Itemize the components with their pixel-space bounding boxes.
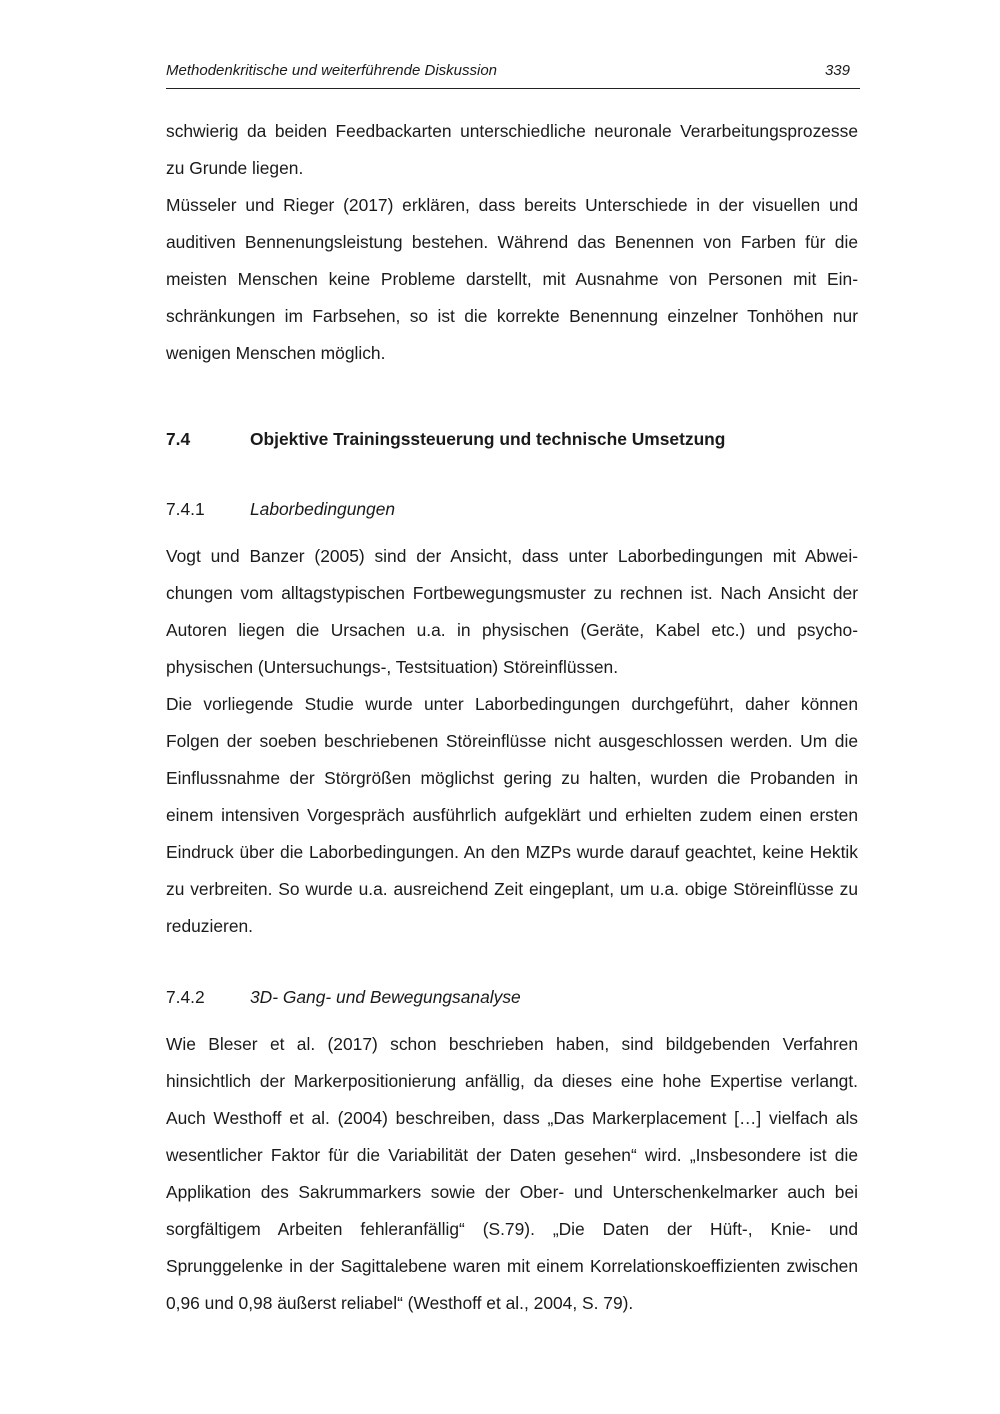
- section-heading: [166, 421, 858, 458]
- subsection-number: 7.4.1: [166, 499, 205, 519]
- section-number: 7.4: [166, 429, 191, 449]
- running-header: [166, 60, 860, 89]
- paragraph: Müsseler und Rieger (2017) erklären, dass bereits Unterschiede in der visuellen und auditiven Bennenungsleistung bestehen. Während das Benennen von Farben für die meisten Menschen keine Probleme darstellt, mit Ausnahme von Personen mit Einschränkungen im Farbsehen, so ist die korrekte Benennung einzelner Tonhöhen nur wenigen Menschen möglich.: [166, 195, 858, 363]
- section-title: Objektive Trainingssteuerung und technische Umsetzung: [250, 429, 726, 449]
- paragraph: Wie Bleser et al. (2017) schon beschrieben haben, sind bildgebenden Verfahren hinsichtlich der Markerpositionierung anfällig, da dieses eine hohe Expertise verlangt. Auch Westhoff et al. (2004) beschreiben, dass „Das Markerplacement […] vielfach als wesentlicher Faktor für die Variabilität der Daten gesehen“ wird. „Insbesondere ist die Applikation des Sakrummarkers sowie der Ober- und Unterschenkelmarker auch bei sorgfältigem Arbeiten fehleranfällig“ (S.79). „Die Daten der Hüft-, Knie- und Sprunggelenke in der Sagittalebene waren mit einem Korrelationskoeffizienten zwischen 0,96 und 0,98 äußerst reliabel“ (Westhoff et al., 2004, S. 79).: [166, 1034, 858, 1313]
- paragraph: schwierig da beiden Feedbackarten unterschiedliche neuronale Verarbeitungsprozesse zu Grunde liegen.: [166, 121, 858, 178]
- subsection-heading: [166, 491, 858, 528]
- paragraph: Die vorliegende Studie wurde unter Laborbedingungen durchgeführt, daher können Folgen der soeben beschriebenen Störeinflüsse nicht ausgeschlossen werden. Um die Einflussnahme der Störgrößen möglichst gering zu halten, wurden die Probanden in einem intensiven Vorgespräch ausführlich aufgeklärt und erhielten zudem einen ersten Eindruck über die Laborbedingungen. An den MZPs wurde darauf geachtet, keine Hektik zu verbreiten. So wurde u.a. ausreichend Zeit eingeplant, um u.a. obige Störeinflüsse zu reduzieren.: [166, 694, 858, 936]
- subsection-heading: [166, 979, 858, 1016]
- paragraph: Vogt und Banzer (2005) sind der Ansicht, dass unter Laborbedingungen mit Abweichungen vom alltagstypischen Fortbewegungsmuster zu rechnen ist. Nach Ansicht der Autoren liegen die Ursachen u.a. in physischen (Geräte, Kabel etc.) und psychophysischen (Untersuchungs-, Testsituation) Störeinflüssen.: [166, 546, 858, 677]
- page-number: 339: [824, 62, 850, 79]
- subsection-number: 7.4.2: [166, 987, 205, 1007]
- body-content: [166, 113, 858, 1322]
- subsection-title: Laborbedingungen: [250, 499, 396, 519]
- subsection-title: 3D- Gang- und Bewegungsanalyse: [250, 987, 521, 1007]
- header-title: Methodenkritische und weiterführende Diskussion: [166, 62, 498, 79]
